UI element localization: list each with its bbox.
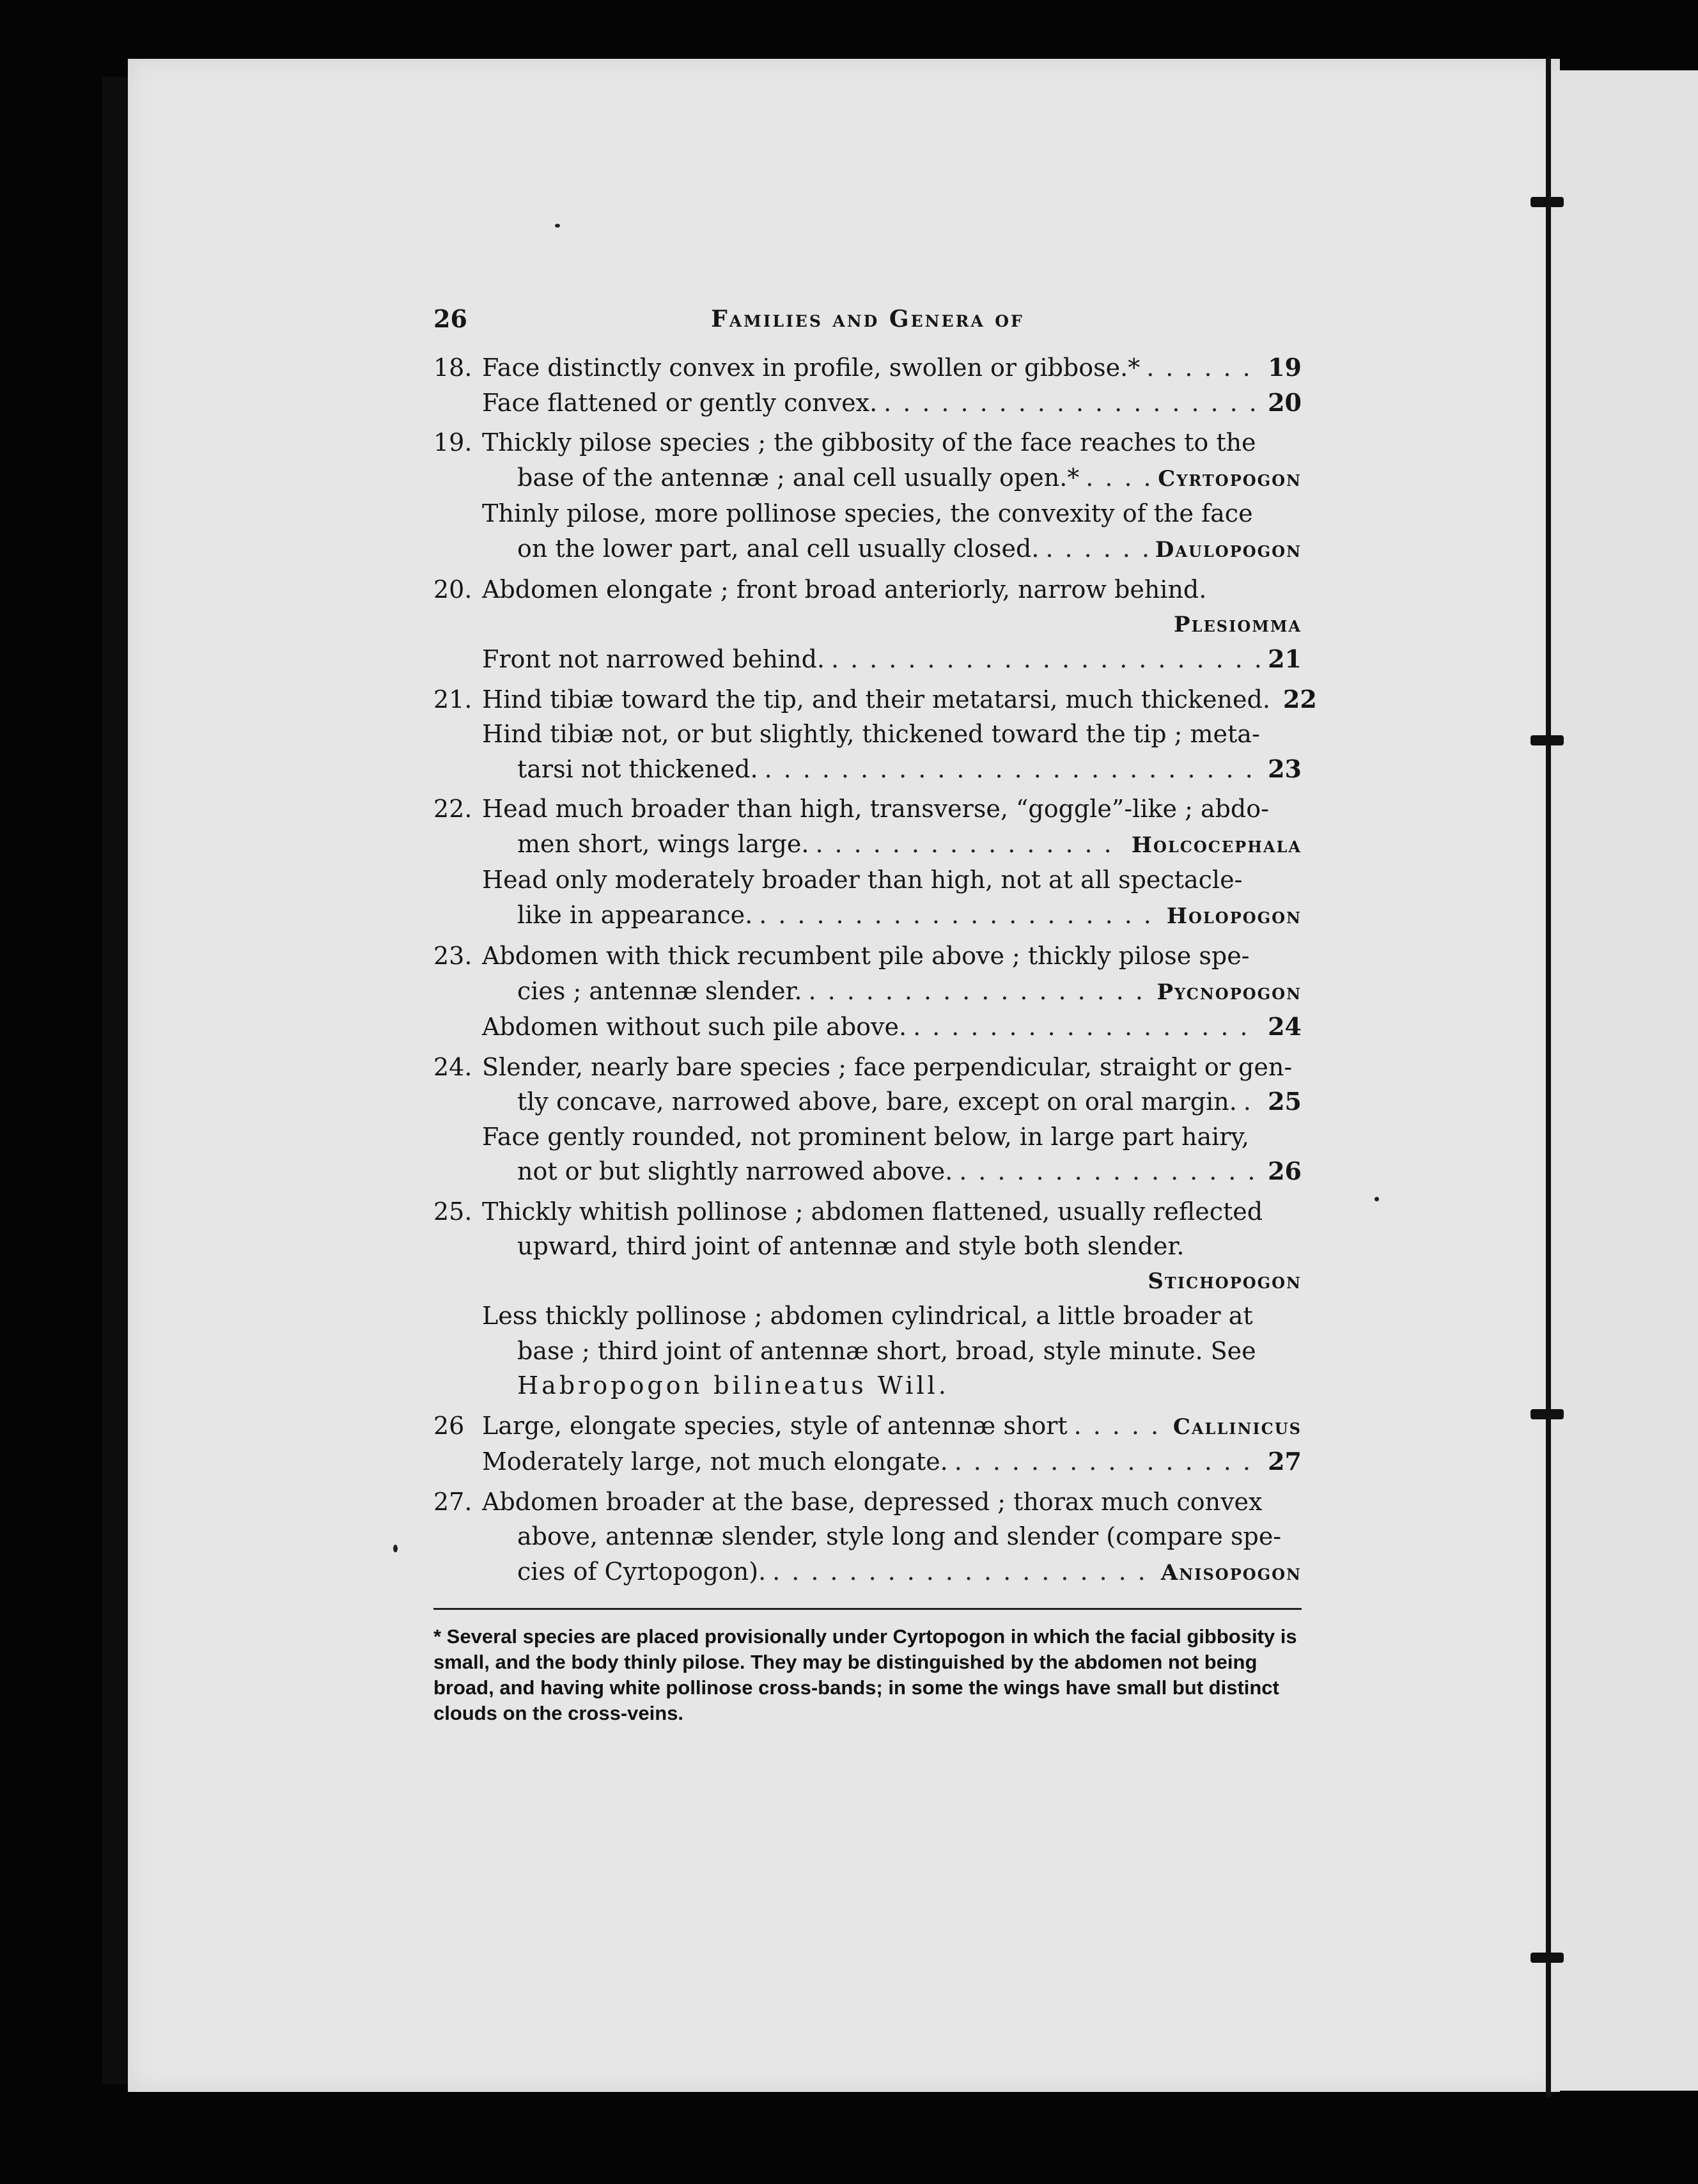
key-line-content: [482, 827, 1302, 863]
footnote-rule: [433, 1608, 1302, 1610]
key-line-content: [482, 898, 1302, 934]
key-line-text: on the lower part, anal cell usually closed.: [517, 534, 1040, 563]
dot-leader: [1243, 1084, 1261, 1119]
dot-leader-dots: [1146, 354, 1261, 382]
genus-name: Holopogon: [1166, 903, 1302, 929]
binding-clip: [1531, 1953, 1564, 1963]
key-line: [433, 752, 1302, 787]
key-line: [433, 1408, 1302, 1445]
key-line-content: [482, 607, 1302, 643]
key-line-content: [482, 642, 1302, 677]
binding-line: [1546, 58, 1551, 2097]
key-line: [433, 1519, 1302, 1554]
key-line-content: [482, 1485, 1302, 1520]
key-couplet: [433, 1194, 1302, 1403]
key-line-content: [482, 1519, 1302, 1554]
key-line-content: [482, 1050, 1302, 1085]
key-line-text: Abdomen elongate ; front broad anteriorly, narrow behind.: [482, 575, 1207, 604]
key-line-text: Thickly whitish pollinose ; abdomen flattened, usually reflected: [482, 1197, 1263, 1226]
genus-name: Pycnopogon: [1157, 979, 1302, 1005]
key-line-content: [482, 792, 1302, 827]
dot-leader: [1146, 350, 1261, 386]
key-line: [433, 1084, 1302, 1119]
couplet-reference: 23: [1268, 754, 1302, 783]
dot-leader-dots: [954, 1447, 1261, 1476]
key-line-text: Hind tibiæ not, or but slightly, thickened toward the tip ; meta-: [482, 720, 1260, 748]
key-line-text: Face flattened or gently convex.: [482, 388, 878, 417]
key-line: [433, 531, 1302, 568]
scan-speck: [1375, 1197, 1379, 1201]
key-line-content: [482, 531, 1302, 568]
key-line-content: [482, 1194, 1302, 1229]
dot-leader: [954, 1444, 1261, 1479]
key-line-text: base of the antennæ ; anal cell usually open.*: [517, 463, 1080, 492]
key-line-text: Large, elongate species, style of antennæ short: [482, 1411, 1068, 1440]
key-line-content: [482, 1408, 1302, 1445]
key-line: [433, 1264, 1302, 1299]
key-line-content: [482, 717, 1302, 752]
dot-leader-dots: [765, 755, 1262, 783]
dot-leader: [772, 1554, 1155, 1589]
couplet-number: 25.: [433, 1197, 472, 1226]
key-line: [433, 1010, 1302, 1045]
key-line-text: Head only moderately broader than high, not at all spectacle-: [482, 866, 1243, 894]
key-couplet: [433, 1485, 1302, 1591]
key-line-content: [482, 1264, 1302, 1299]
key-line: [433, 425, 1302, 460]
key-line: [433, 1485, 1302, 1520]
key-couplet: [433, 1050, 1302, 1189]
key-text-block: [433, 302, 1317, 1726]
key-line-content: [482, 1554, 1302, 1591]
dot-leader: [1074, 1408, 1167, 1444]
key-line: [433, 898, 1302, 934]
running-head: [433, 302, 1302, 339]
key-line-content: [482, 386, 1302, 421]
key-line: [433, 1368, 1302, 1403]
key-line-content: [482, 1444, 1302, 1479]
couplet-number: 21.: [433, 685, 472, 714]
key-line-text: not or but slightly narrowed above.: [517, 1157, 953, 1185]
key-line: [433, 496, 1302, 531]
key-couplet: [433, 572, 1302, 677]
key-line: [433, 386, 1302, 421]
key-line: [433, 642, 1302, 677]
key-couplet: [433, 792, 1302, 933]
key-couplet: [433, 939, 1302, 1045]
key-line-content: [482, 939, 1302, 974]
key-couplet: [433, 425, 1302, 567]
couplet-reference: 22: [1282, 684, 1317, 714]
genus-name: Daulopogon: [1155, 536, 1302, 563]
genus-name: Plesiomma: [1174, 611, 1302, 637]
key-line-text: Moderately large, not much elongate.: [482, 1447, 948, 1476]
key-line-content: [482, 974, 1302, 1010]
dot-leader: [809, 974, 1151, 1009]
dot-leader: [831, 642, 1261, 677]
key-line-content: [482, 1368, 1302, 1403]
footnote: * Several species are placed provisionally under Cyrtopogon in which the facial gibbosity is small, and the body thinly pilose. They may be distinguished by the abdomen not being broad, and having white pollinose cross-bands; in some the wings have small but distinct clouds on the cross-veins.: [433, 1625, 1297, 1724]
key-line: [433, 827, 1302, 863]
key-line-text: above, antennæ slender, style long and slender (compare spe-: [517, 1522, 1282, 1550]
couplet-reference: 25: [1268, 1087, 1302, 1116]
key-line: [433, 862, 1302, 898]
key-line: [433, 1444, 1302, 1479]
dot-leader: [815, 827, 1125, 862]
key-line: [433, 350, 1302, 386]
couplet-reference: 20: [1268, 387, 1302, 417]
key-line-text: Less thickly pollinose ; abdomen cylindrical, a little broader at: [482, 1302, 1253, 1330]
dot-leader-dots: [884, 389, 1261, 417]
dot-leader: [913, 1010, 1261, 1045]
dot-leader-dots: [1086, 464, 1151, 492]
key-line: [433, 939, 1302, 974]
key-line-content: [482, 1299, 1302, 1334]
key-line-content: [482, 572, 1302, 607]
dot-leader: [1086, 460, 1151, 495]
key-line-content: [482, 1010, 1302, 1045]
key-line-content: [482, 1229, 1302, 1264]
key-line: [433, 572, 1302, 607]
binding-clip: [1531, 197, 1564, 207]
dot-leader: [884, 386, 1261, 421]
couplet-reference: 27: [1268, 1447, 1302, 1476]
genus-name: Holcocephala: [1131, 832, 1302, 858]
dot-leader: [759, 898, 1160, 933]
genus-name: Callinicus: [1172, 1414, 1302, 1440]
couplet-reference: 19: [1268, 353, 1302, 382]
scan-speck: [555, 224, 560, 228]
couplet-number: 24.: [433, 1052, 472, 1081]
key-couplet: [433, 1408, 1302, 1479]
key-line: [433, 717, 1302, 752]
key-line: [433, 1554, 1302, 1591]
couplet-number: 20.: [433, 575, 472, 604]
key-line-text: Slender, nearly bare species ; face perpendicular, straight or gen-: [482, 1052, 1293, 1081]
key-line: [433, 607, 1302, 643]
key-line-text: Abdomen broader at the base, depressed ; thorax much convex: [482, 1487, 1263, 1516]
couplet-reference: 26: [1268, 1157, 1302, 1185]
key-couplet: [433, 350, 1302, 420]
couplet-number: 18.: [433, 354, 472, 382]
key-line-text: upward, third joint of antennæ and style both slender.: [517, 1232, 1185, 1260]
key-line: [433, 1050, 1302, 1085]
identification-key: [433, 350, 1317, 1590]
dot-leader-dots: [1045, 534, 1148, 563]
key-line: [433, 1299, 1302, 1334]
key-line: [433, 1154, 1302, 1189]
key-line-content: [482, 1084, 1302, 1119]
key-line-text: base ; third joint of antennæ short, broad, style minute. See: [517, 1336, 1256, 1365]
key-line-text: Abdomen with thick recumbent pile above ; thickly pilose spe-: [482, 942, 1250, 970]
dot-leader: [1045, 531, 1148, 566]
key-line-text: Front not narrowed behind.: [482, 645, 825, 673]
key-line-text: Abdomen without such pile above.: [482, 1013, 907, 1041]
scan-left-gutter: [102, 77, 128, 2084]
couplet-number: 22.: [433, 795, 472, 823]
binding-clip: [1531, 735, 1564, 745]
key-line-text: Face gently rounded, not prominent below, in large part hairy,: [482, 1122, 1249, 1151]
key-line-content: [482, 1334, 1302, 1369]
dot-leader-dots: [831, 645, 1261, 673]
key-line: [433, 1194, 1302, 1229]
key-line-content: [482, 862, 1302, 898]
key-line-content: [482, 425, 1302, 460]
key-line: [433, 682, 1317, 717]
key-line-text: Thinly pilose, more pollinose species, the convexity of the face: [482, 499, 1253, 527]
facing-page-edge: [1551, 70, 1698, 2091]
key-line-text: Habropogon bilineatus Will.: [517, 1371, 949, 1400]
couplet-number: 23.: [433, 942, 472, 970]
key-line-text: Face distinctly convex in profile, swollen or gibbose.*: [482, 354, 1141, 382]
couplet-reference: 21: [1268, 644, 1302, 673]
dot-leader-dots: [913, 1013, 1261, 1041]
key-line-content: [482, 752, 1302, 787]
key-line: [433, 1229, 1302, 1264]
genus-name: Anisopogon: [1160, 1559, 1302, 1586]
key-line-text: men short, wings large.: [517, 829, 809, 858]
dot-leader-dots: [759, 901, 1160, 929]
key-line-content: [482, 1119, 1302, 1155]
key-line: [433, 974, 1302, 1010]
couplet-number: 19.: [433, 428, 472, 456]
couplet-number: 27.: [433, 1487, 472, 1516]
key-line-text: tly concave, narrowed above, bare, except on oral margin.: [517, 1088, 1237, 1116]
key-line: [433, 1119, 1302, 1155]
key-line: [433, 792, 1302, 827]
dot-leader-dots: [1243, 1088, 1261, 1116]
key-line-text: Thickly pilose species ; the gibbosity of the face reaches to the: [482, 428, 1256, 456]
dot-leader-dots: [815, 830, 1125, 858]
key-line-content: [482, 350, 1302, 386]
dot-leader-dots: [959, 1157, 1261, 1185]
dot-leader: [959, 1154, 1261, 1189]
dot-leader-dots: [1074, 1412, 1167, 1440]
key-line: [433, 460, 1302, 497]
key-line-text: tarsi not thickened.: [517, 754, 758, 783]
genus-name: Stichopogon: [1148, 1268, 1302, 1294]
couplet-number: 26: [433, 1411, 465, 1440]
key-line-text: cies of Cyrtopogon).: [517, 1557, 767, 1586]
key-line-content: [482, 496, 1302, 531]
key-couplet: [433, 682, 1317, 787]
dot-leader-dots: [809, 977, 1151, 1005]
scan-speck: [393, 1545, 398, 1552]
key-line-text: Head much broader than high, transverse, “goggle”-like ; abdo-: [482, 795, 1269, 823]
key-line: [433, 1334, 1302, 1369]
header-title: Families and Genera of: [711, 306, 1024, 332]
key-line-content: [482, 460, 1302, 497]
key-line-text: Hind tibiæ toward the tip, and their metatarsi, much thickened.: [482, 685, 1270, 714]
key-line-text: like in appearance.: [517, 900, 753, 929]
page-number: 26: [433, 304, 467, 333]
couplet-reference: 24: [1268, 1012, 1302, 1041]
dot-leader-dots: [772, 1557, 1155, 1586]
key-line-content: [482, 1154, 1302, 1189]
binding-clip: [1531, 1409, 1564, 1419]
key-line-content: [482, 682, 1317, 717]
genus-name: Cyrtopogon: [1158, 465, 1302, 492]
key-line-text: cies ; antennæ slender.: [517, 976, 802, 1005]
dot-leader: [765, 752, 1262, 787]
